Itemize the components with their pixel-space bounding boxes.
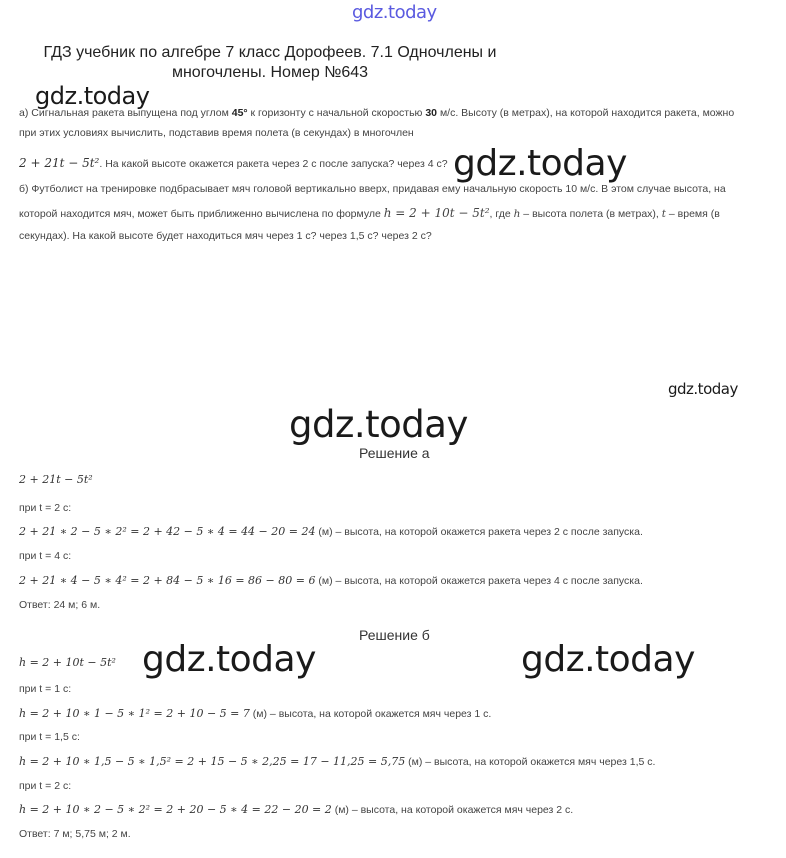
sol-a-answer: Ответ: 24 м; 6 м. [19, 599, 101, 611]
watermark-left: gdz.today [35, 82, 150, 110]
sol-b-eq-2 [19, 803, 573, 816]
task-b-text2: , где [489, 208, 514, 220]
task-a-angle: 45° [231, 107, 248, 119]
watermark-mid-large: gdz.today [453, 143, 627, 184]
sol-b-when-15: при t = 1,5 с: [19, 731, 80, 743]
task-a-polynomial: 2 + 21t − 5t² [19, 156, 100, 170]
sol-b-eq-1-math: h = 2 + 10 ∗ 1 − 5 ∗ 1² = 2 + 10 − 5 = 7 [19, 707, 250, 720]
sol-b-eq-15-math: h = 2 + 10 ∗ 1,5 − 5 ∗ 1,5² = 2 + 15 − 5 ∗ 2,25 = 17 − 11,25 = 5,75 [19, 755, 406, 768]
sol-a-eq-2-math: 2 + 21 ∗ 2 − 5 ∗ 2² = 2 + 42 − 5 ∗ 4 = 44 − 20 = 24 [19, 525, 316, 538]
sol-b-eq-2-text: (м) – высота, на которой окажется мяч через 2 с. [331, 804, 574, 816]
watermark-small-right: gdz.today [668, 380, 738, 398]
task-a-speed: 30 [425, 107, 438, 119]
sol-a-polynomial: 2 + 21t − 5t² [19, 473, 93, 486]
task-b-h: h [513, 208, 521, 220]
page-title-line2: многочлены. Номер №643 [171, 64, 369, 81]
task-a-line1 [19, 107, 734, 119]
task-b-line2 [19, 206, 720, 220]
task-b-formula: h = 2 + 10t − 5t² [383, 206, 490, 220]
task-b-line1: б) Футболист на тренировке подбрасывает мяч головой вертикально вверх, придавая ему начальную скорость 10 м/с. В этом случае высота, на [19, 183, 726, 195]
sol-a-eq-4-math: 2 + 21 ∗ 4 − 5 ∗ 4² = 2 + 84 − 5 ∗ 16 = 86 − 80 = 6 [19, 574, 316, 587]
task-b-line3: секундах). На какой высоте будет находиться мяч через 1 с? через 1,5 с? через 2 с? [19, 230, 432, 242]
task-a-line3 [19, 156, 448, 170]
sol-b-formula: h = 2 + 10t − 5t² [19, 656, 116, 669]
task-b-t: t [661, 208, 666, 220]
watermark-center: gdz.today [289, 403, 468, 446]
task-a-question: . На какой высоте окажется ракета через 2 с после запуска? через 4 с? [99, 158, 448, 170]
sol-a-eq-4 [19, 574, 643, 587]
task-b-text1: которой находится мяч, может быть приближенно вычислена по формуле [19, 208, 384, 220]
task-b-text4: – время (в [665, 208, 720, 220]
sol-a-when-4: при t = 4 с: [19, 550, 72, 562]
sol-b-answer: Ответ: 7 м; 5,75 м; 2 м. [19, 828, 131, 840]
sol-a-eq-4-text: (м) – высота, на которой окажется ракета через 4 с после запуска. [315, 575, 643, 587]
task-a-line2: при этих условиях вычислить, подставив время полета (в секундах) в многочлен [19, 127, 414, 139]
task-a-text2: к горизонту с начальной скоростью [247, 107, 426, 119]
sol-a-eq-2 [19, 525, 643, 538]
sol-b-eq-1 [19, 707, 491, 720]
sol-a-eq-2-text: (м) – высота, на которой окажется ракета через 2 с после запуска. [315, 526, 643, 538]
task-a-text3: м/с. Высоту (в метрах), на которой находится ракета, можно [437, 107, 735, 119]
task-b-text3: – высота полета (в метрах), [520, 208, 662, 220]
watermark-lower-right: gdz.today [521, 639, 695, 680]
solution-b-heading: Решение б [359, 627, 430, 643]
sol-b-eq-2-math: h = 2 + 10 ∗ 2 − 5 ∗ 2² = 2 + 20 − 5 ∗ 4 = 22 − 20 = 2 [19, 803, 332, 816]
page-title-line1: ГДЗ учебник по алгебре 7 класс Дорофеев. 7.1 Одночлены и [43, 44, 497, 61]
watermark-lower-left: gdz.today [142, 639, 316, 680]
sol-b-eq-1-text: (м) – высота, на которой окажется мяч через 1 с. [249, 708, 492, 720]
sol-b-eq-15 [19, 755, 655, 768]
sol-b-when-1: при t = 1 с: [19, 683, 72, 695]
sol-b-when-2: при t = 2 с: [19, 780, 72, 792]
sol-a-when-2: при t = 2 с: [19, 502, 72, 514]
task-a-text1: а) Сигнальная ракета выпущена под углом [19, 107, 232, 119]
watermark-top: gdz.today [352, 2, 437, 23]
solution-a-heading: Решение а [359, 445, 430, 461]
sol-b-eq-15-text: (м) – высота, на которой окажется мяч через 1,5 с. [405, 756, 656, 768]
